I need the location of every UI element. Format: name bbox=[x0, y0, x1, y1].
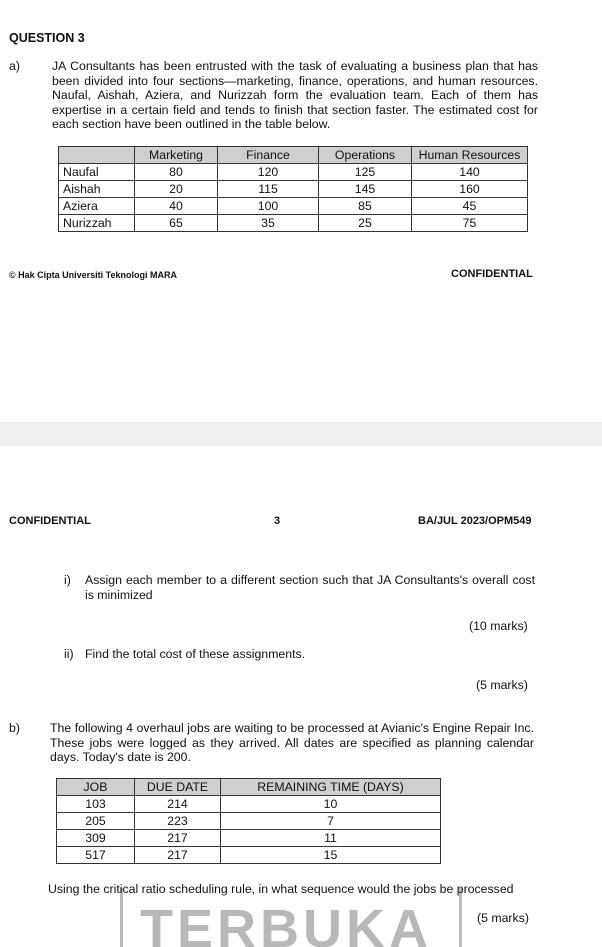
header-cell: REMAINING TIME (DAYS) bbox=[221, 779, 441, 796]
footer-confidential: CONFIDENTIAL bbox=[451, 268, 533, 280]
cell: 223 bbox=[135, 813, 221, 830]
header-confidential: CONFIDENTIAL bbox=[9, 515, 91, 527]
course-code: BA/JUL 2023/OPM549 bbox=[418, 515, 532, 527]
header-cell bbox=[59, 147, 135, 164]
cell: 309 bbox=[57, 830, 135, 847]
cell: 120 bbox=[218, 164, 319, 181]
table-row bbox=[57, 847, 441, 864]
cell: 517 bbox=[57, 847, 135, 864]
watermark: TERBUKA bbox=[140, 899, 432, 947]
cell: Aziera bbox=[59, 198, 135, 215]
cell: 20 bbox=[135, 181, 218, 198]
cell: 7 bbox=[221, 813, 441, 830]
cell: 35 bbox=[218, 215, 319, 232]
cell: 75 bbox=[412, 215, 528, 232]
header-cell: Marketing bbox=[135, 147, 218, 164]
header-cell: DUE DATE bbox=[135, 779, 221, 796]
cell: 45 bbox=[412, 198, 528, 215]
q-i-label: i) bbox=[64, 573, 71, 587]
q-i-marks: (10 marks) bbox=[469, 619, 528, 633]
question-title: QUESTION 3 bbox=[9, 31, 85, 45]
q-ii-text: Find the total cost of these assignments. bbox=[85, 647, 306, 661]
cell: 217 bbox=[135, 847, 221, 864]
cell: 25 bbox=[319, 215, 412, 232]
cell: Nurizzah bbox=[59, 215, 135, 232]
part-a-text: JA Consultants has been entrusted with the task of evaluating a business plan that has been divided into four sections—marketing, finance, operations, and human resources. Naufal, Aishah, Aziera, and Nurizzah form the evaluation team. Each of them has expertise in a certain field and tends to finish that section faster. The estimated cost for each section have been outlined in the table below. bbox=[52, 59, 538, 131]
cell: 217 bbox=[135, 830, 221, 847]
table-header-row bbox=[57, 779, 441, 796]
cell: 125 bbox=[319, 164, 412, 181]
table-row bbox=[57, 796, 441, 813]
cell: 103 bbox=[57, 796, 135, 813]
cell: 140 bbox=[412, 164, 528, 181]
jobs-table bbox=[56, 778, 441, 864]
table-row bbox=[59, 164, 528, 181]
q-i-text: Assign each member to a different section such that JA Consultants's overall cost is minimized bbox=[85, 573, 535, 602]
cell: 85 bbox=[319, 198, 412, 215]
copyright: © Hak Cipta Universiti Teknologi MARA bbox=[9, 270, 177, 280]
cell: 160 bbox=[412, 181, 528, 198]
part-b-label: b) bbox=[9, 721, 20, 735]
cell: 145 bbox=[319, 181, 412, 198]
cell: 205 bbox=[57, 813, 135, 830]
cell: 214 bbox=[135, 796, 221, 813]
part-b-text: The following 4 overhaul jobs are waiting to be processed at Avianic's Engine Repair Inc. These jobs were logged as they arrived. All dates are specified as planning calendar days. Today's date is 200. bbox=[50, 721, 534, 764]
cell: 40 bbox=[135, 198, 218, 215]
cell: 100 bbox=[218, 198, 319, 215]
cell: 11 bbox=[221, 830, 441, 847]
page-number: 3 bbox=[274, 515, 281, 527]
cost-table bbox=[58, 146, 528, 232]
header-cell: Finance bbox=[218, 147, 319, 164]
header-cell: Human Resources bbox=[412, 147, 528, 164]
part-b-question: Using the critical ratio scheduling rule, in what sequence would the jobs be processed bbox=[48, 882, 514, 896]
table-row bbox=[59, 215, 528, 232]
part-a-label: a) bbox=[9, 59, 20, 73]
cell: 15 bbox=[221, 847, 441, 864]
table-header-row bbox=[59, 147, 528, 164]
table-row bbox=[59, 181, 528, 198]
table-row bbox=[57, 830, 441, 847]
header-cell: JOB bbox=[57, 779, 135, 796]
q-ii-marks: (5 marks) bbox=[476, 678, 528, 692]
cell: Aishah bbox=[59, 181, 135, 198]
cell: 80 bbox=[135, 164, 218, 181]
part-b-marks: (5 marks) bbox=[477, 911, 529, 925]
table-row bbox=[57, 813, 441, 830]
page-break bbox=[0, 422, 602, 446]
cell: 115 bbox=[218, 181, 319, 198]
table-row bbox=[59, 198, 528, 215]
q-ii-label: ii) bbox=[64, 647, 74, 661]
cell: 10 bbox=[221, 796, 441, 813]
cell: 65 bbox=[135, 215, 218, 232]
header-cell: Operations bbox=[319, 147, 412, 164]
cell: Naufal bbox=[59, 164, 135, 181]
